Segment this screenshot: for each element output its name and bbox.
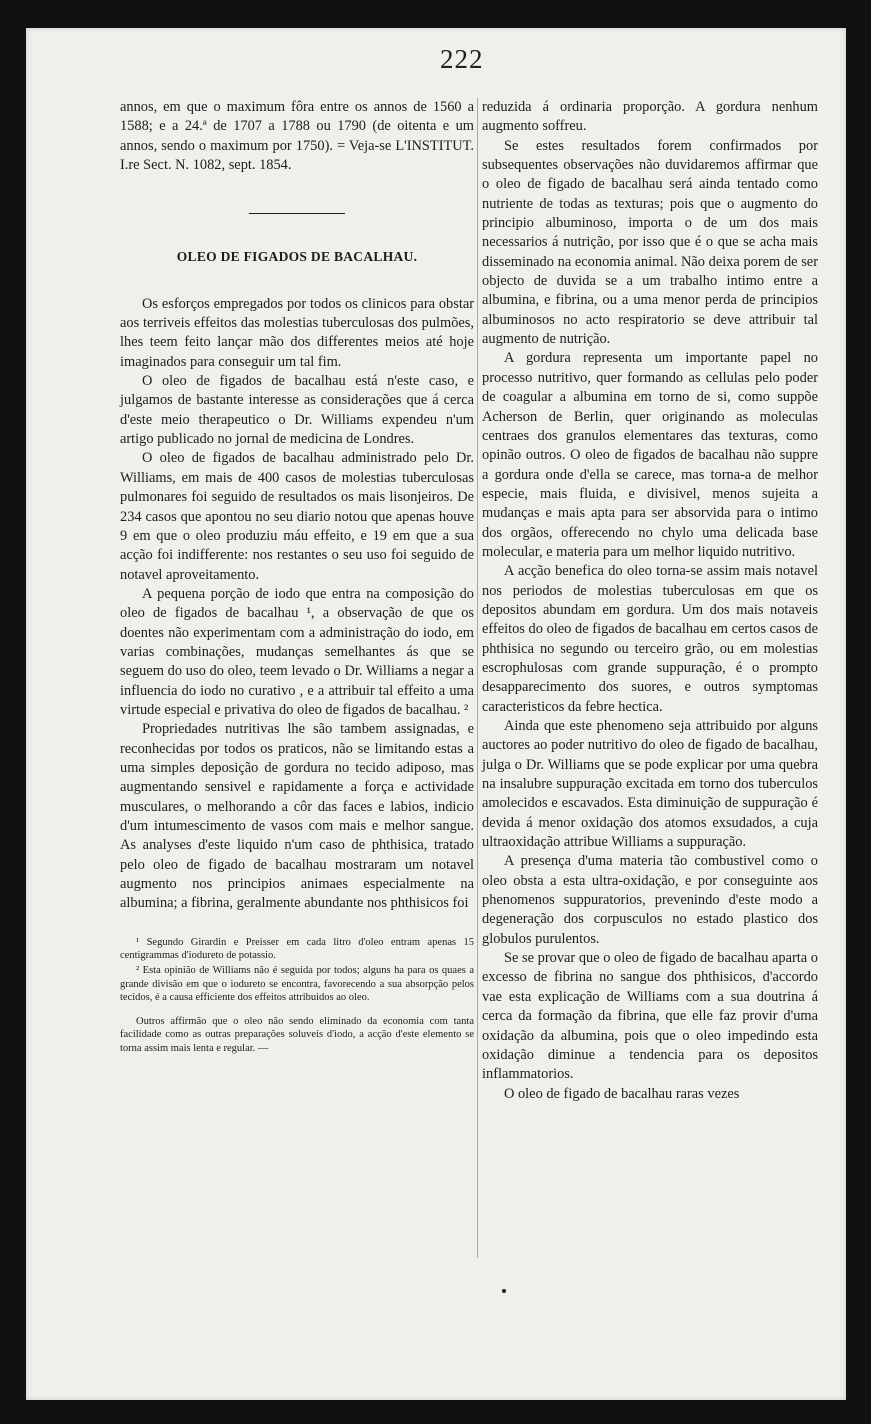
paragraph: A gordura representa um importante papel no processo nutritivo, quer formando as cellulas pelo poder de coagular a albumina em torno de si, como suppõe Acherson de Berlin, quer originando as moleculas centraes dos granulos elementares das texturas, como opinão outros. O oleo de figados de bacalhau não suppre a gordura onde d'ella se carece, mas torna-a de melhor especie, mais fluida, e divisivel, menos sujeita a mudanças e mais apta para ser absorvida para o intimo dos orgãos, offerecendo no chylo uma delicada base molecular, e materia para um melhor liquido nutritivo. — [482, 350, 818, 560]
paragraph: reduzida á ordinaria proporção. A gordura nenhum augmento soffreu. — [482, 99, 818, 135]
paragraph: O oleo de figados de bacalhau está n'este caso, e julgamos de bastante interesse as considerações que á cerca d'este meio therapeutico o Dr. Williams expendeu n'um artigo publicado no jornal de medicina de Londres. — [120, 373, 474, 448]
left-column — [120, 98, 474, 1055]
paragraph: Os esforços empregados por todos os clinicos para obstar aos terriveis effeitos das molestias tuberculosas dos pulmões, lhes teem feito lançar mão dos differentes meios até hoje imaginados para conseguir um tal fim. — [120, 295, 474, 370]
column-divider — [477, 98, 478, 1258]
ink-dot — [502, 1289, 506, 1293]
paragraph: O oleo de figados de bacalhau administrado pelo Dr. Williams, em mais de 400 casos de molestias tuberculosas pulmonares foi seguido de resultados os mais lisonjeiros. De 234 casos que apontou no seu diario notou que apenas houve 9 em que o oleo produziu máu effeito, e 19 em que a sua acção foi indifferente: nos restantes o seu uso foi seguido de notavel aproveitamento. — [120, 450, 474, 583]
paragraph: O oleo de figado de bacalhau raras vezes — [504, 1085, 740, 1102]
continuation-text: annos, em que o maximum fôra entre os annos de 1560 a 1588; e a 24.ª de 1707 a 1788 ou 1790 (de oitenta e um annos, sendo o maximum por 1750). = Veja-se L'INSTITUT. I.re Sect. N. 1082, sept. 1854. — [120, 99, 474, 174]
footnotes — [120, 936, 474, 1056]
right-column — [482, 98, 818, 1104]
paragraph: Se se provar que o oleo de figado de bacalhau aparta o excesso de fibrina no sangue dos phthisicos, d'accordo vae esta explicação de Williams com a sua doutrina á cerca da formação da fibrina, que elle faz provir d'uma oxidação da albumina, pois que o oleo impedindo esta oxidação diminue a tendencia para os depositos inflammatorios. — [482, 950, 818, 1083]
paragraph: A presença d'uma materia tão combustivel como o oleo obsta a esta ultra-oxidação, e por conseguinte aos phenomenos suppuratorios, prevenindo d'este modo a degeneração dos corpusculos no estado plastico dos globulos purulentos. — [482, 853, 818, 947]
paragraph: A acção benefica do oleo torna-se assim mais notavel nos periodos de molestias tuberculosas em que os depositos abundam em gordura. Um dos mais notaveis effeitos do oleo de figados de bacalhau em certos casos de phthisica no segundo ou terceiro grão, ou em molestias escrophulosas com grande suppuração, é o prompto desapparecimento dos suores, e outros symptomas caracteristicos da febre hectica. — [482, 563, 818, 715]
footnote: ² Esta opinião de Williams não é seguida por todos; alguns ha para os quaes a grande divisão em que o iodureto se encontra, favorecendo a sua absorpção pelos tecidos, é a causa efficiente dos effeitos attribuidos ao oleo. — [120, 964, 474, 1004]
paragraph: Se estes resultados forem confirmados por subsequentes observações não duvidaremos affirmar que o oleo de figado de bacalhau será ainda tentado como nutriente de todas as texturas; pois que o augmento do principio albuminoso, importa o de um dos mais necessarios á nutrição, por isso que é o que se acha mais disseminado na economia animal. Não deixa porem de ser objecto de duvida se a um trabalho intimo entre a albumina, e fibrina, ou a uma menor perda de principios albuminosos no acto respiratorio se deve attribuir tal augmento de nutrição. — [482, 137, 818, 348]
paragraph: Propriedades nutritivas lhe são tambem assignadas, e reconhecidas por todos os praticos, não se limitando estas a uma simples deposição de gordura no tecido adiposo, mas augmentando sensivel e rapidamente a força e actividade musculares, o melhorando a côr das faces e labios, indicio d'um intumescimento de vasos com mais e melhor sangue. As analyses d'este liquido n'um caso de phthisica, tratado pelo oleo de figado de bacalhau mostraram um notavel augmento nos principios animaes especialmente na albumina; a fibrina, geralmente abundante nos phthisicos foi — [120, 721, 474, 912]
footnote: Outros affirmão que o oleo não sendo eliminado da economia com tanta facilidade como as outras preparações soluveis d'iodo, a acção d'este elemento se torna assim mais lenta e regular. — — [120, 1015, 474, 1054]
paragraph: A pequena porção de iodo que entra na composição do oleo de figados de bacalhau ¹, a observação de que os doentes não experimentam com a administração do iodo, em varias combinações, mudanças semelhantes ás que se seguem do uso do oleo, teem levado o Dr. Williams a negar a influencia do iodo no curativo , e a attribuir tal effeito a uma virtude especial e privativa do oleo de figados de bacalhau. ² — [120, 585, 474, 718]
article-title: OLEO DE FIGADOS DE BACALHAU. — [176, 249, 418, 265]
section-divider — [249, 213, 345, 214]
page-number: 222 — [440, 44, 484, 74]
paragraph: Ainda que este phenomeno seja attribuido por alguns auctores ao poder nutritivo do oleo de figado de bacalhau, julga o Dr. Williams que se pode explicar por uma quebra na insalubre suppuração excitada em torno dos tuberculos amolecidos e escavados. Esta diminuição de suppuração é devida á menor oxidação dos atomos exsudados, a cuja ultraoxidação attribue Williams a suppuração. — [482, 718, 818, 851]
footnote: ¹ Segundo Girardin e Preisser em cada litro d'oleo entram apenas 15 centigrammas d'iodureto de potassio. — [120, 936, 474, 962]
